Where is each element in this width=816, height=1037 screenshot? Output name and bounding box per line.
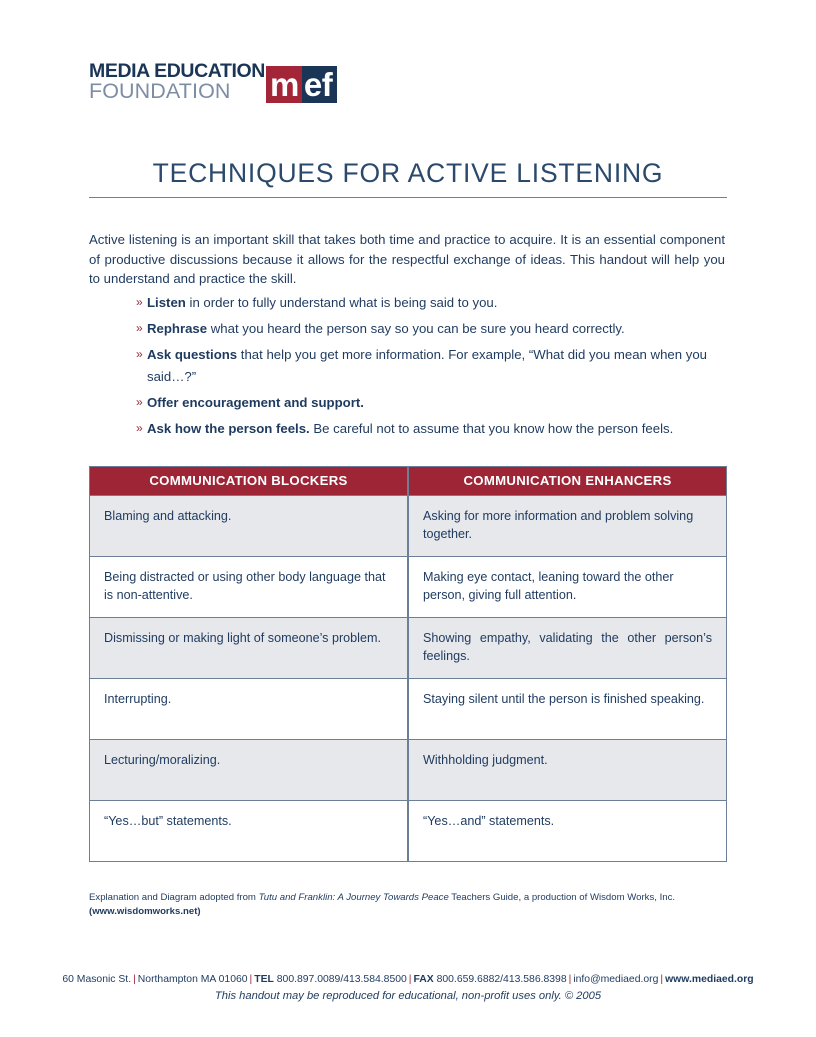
title-divider [89,197,727,198]
attribution-part2: Teachers Guide, a production of Wisdom Works, Inc. [448,892,676,903]
list-item-lead: Ask questions [147,347,238,362]
list-item [136,392,726,414]
footer-website[interactable]: www.mediaed.org [665,974,754,985]
table-row [90,618,727,679]
footer-tel: 800.897.0089/413.584.8500 [276,974,407,985]
logo-line-media-education: MEDIA EDUCATION [89,59,265,82]
table-row [90,740,727,801]
footer-separator: | [408,974,412,985]
cell-enhancer: Making eye contact, leaning toward the other person, giving full attention. [408,557,727,618]
logo-mark-ef: ef [302,66,337,103]
list-item [136,318,726,340]
footer-fax: 800.659.6882/413.586.8398 [436,974,567,985]
table-row [90,557,727,618]
list-item-rest: in order to fully understand what is being said to you. [185,295,498,310]
list-item-text [147,318,726,340]
guillemet-icon: » [136,394,143,409]
list-item-text [147,292,726,314]
list-item [136,418,726,440]
list-item [136,344,726,387]
table-header [90,467,727,496]
footer-fax-label: FAX [413,974,434,985]
guillemet-icon: » [136,347,143,361]
page-title: TECHNIQUES FOR ACTIVE LISTENING [152,158,664,188]
footer-separator: | [568,974,572,985]
intro-paragraph: Active listening is an important skill that takes both time and practice to acquire. It is an essential component of productive discussions because it allows for the respectful exchange of ideas. This handout will help you to understand and practice the skill. [89,232,725,287]
logo-line-foundation: FOUNDATION [89,79,231,104]
table-header-row [90,467,727,496]
cell-blocker: Lecturing/moralizing. [90,740,409,801]
footer-separator: | [133,974,136,985]
list-item-lead: Listen [147,295,186,310]
cell-blocker: “Yes…but” statements. [90,801,409,862]
table-row [90,496,727,557]
footer-address: 60 Masonic St. [62,974,132,985]
communication-table [89,466,727,862]
list-item-rest: Be careful not to assume that you know how the person feels. [309,420,674,436]
cell-blocker: Blaming and attacking. [90,496,409,557]
page-footer [0,972,816,1004]
attribution-note [89,891,729,919]
list-item-text [147,392,726,414]
table-row [90,679,727,740]
mef-logo [89,58,337,104]
mef-logo-mark [266,66,337,103]
cell-blocker: Dismissing or making light of someone’s problem. [90,618,409,679]
list-item-rest: that help you get more information. For example, “What did you mean when you said…?” [147,347,708,384]
cell-blocker: Interrupting. [90,679,409,740]
table-body [90,496,727,862]
column-header-enhancers: COMMUNICATION ENHANCERS [408,467,727,496]
cell-blocker: Being distracted or using other body language that is non-attentive. [90,557,409,618]
column-header-blockers: COMMUNICATION BLOCKERS [90,467,409,496]
footer-contact-line [0,972,816,987]
guillemet-icon: » [136,295,143,309]
cell-enhancer: Showing empathy, validating the other person’s feelings. [408,618,727,679]
list-item-lead: Offer encouragement and support. [147,394,364,410]
list-item-rest: what you heard the person say so you can be sure you heard correctly. [207,321,625,336]
footer-email[interactable]: info@mediaed.org [573,974,659,985]
techniques-list [136,292,726,444]
cell-enhancer: Withholding judgment. [408,740,727,801]
logo-mark-m: m [266,66,302,103]
attribution-title: Tutu and Franklin: A Journey Towards Peace [258,892,449,903]
list-item-lead: Ask how the person feels. [147,420,310,436]
cell-enhancer: Staying silent until the person is finished speaking. [408,679,727,740]
footer-separator: | [660,974,664,985]
logo-wordmark [89,59,265,104]
footer-city: Northampton MA 01060 [137,974,248,985]
footer-tel-label: TEL [254,974,274,985]
guillemet-icon: » [136,420,143,435]
list-item [136,292,726,314]
list-item-text [147,418,726,440]
list-item-text [147,344,726,387]
footer-separator: | [249,974,253,985]
attribution-part1: Explanation and Diagram adopted from [89,892,259,903]
cell-enhancer: “Yes…and” statements. [408,801,727,862]
cell-enhancer: Asking for more information and problem solving together. [408,496,727,557]
table-row [90,801,727,862]
attribution-website: (www.wisdomworks.net) [89,906,201,917]
list-item-lead: Rephrase [147,321,208,336]
guillemet-icon: » [136,321,143,335]
footer-copyright: This handout may be reproduced for educational, non-profit uses only. © 2005 [214,990,602,1002]
